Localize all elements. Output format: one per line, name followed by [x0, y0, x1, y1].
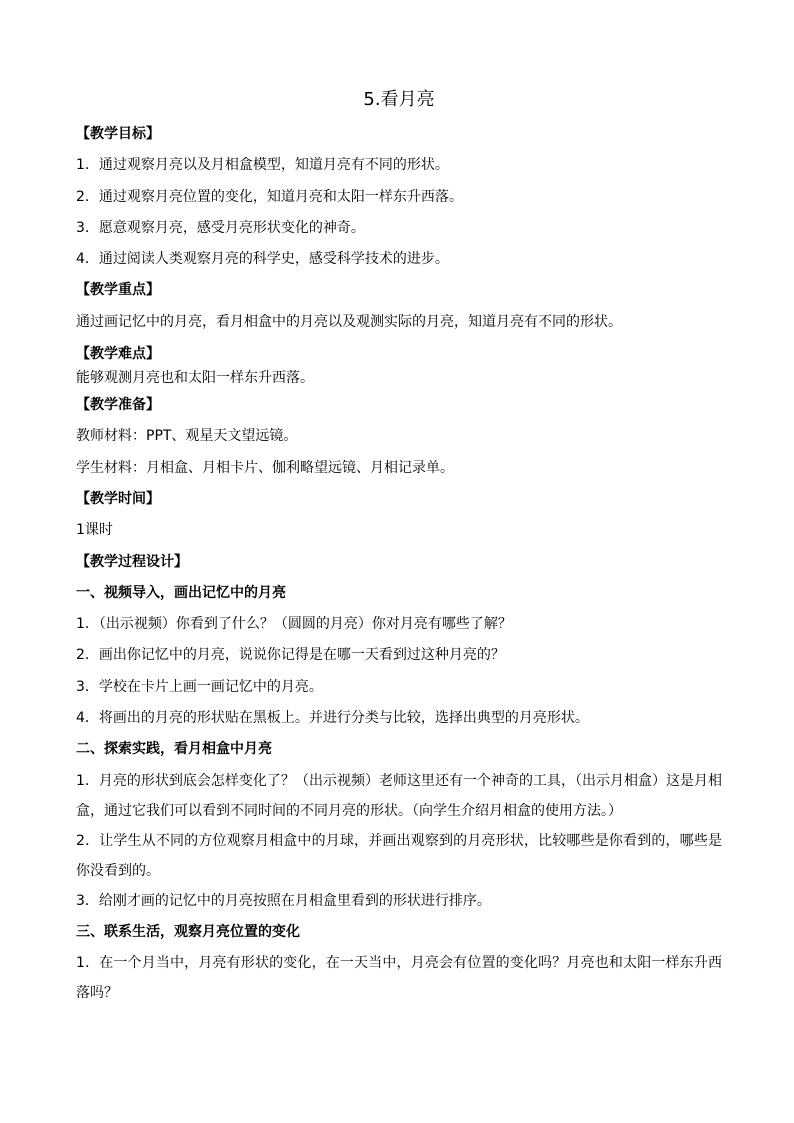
section2-item: 1．月亮的形状到底会怎样变化了？（出示视频）老师这里还有一个神奇的工具，（出示月相盒）这是月相盒，通过它我们可以看到不同时间的不同月亮的形状。（向学生介绍月相盒的使用方法。） — [76, 772, 722, 819]
key-points-text: 通过画记忆中的月亮，看月相盒中的月亮以及观测实际的月亮，知道月亮有不同的形状。 — [76, 313, 622, 330]
section1-item: 3．学校在卡片上画一画记忆中的月亮。 — [76, 678, 323, 695]
process-heading: 【教学过程设计】 — [76, 553, 188, 570]
preparation-student: 学生材料：月相盒、月相卡片、伽利略望远镜、月相记录单。 — [76, 459, 454, 476]
difficulty-text: 能够观测月亮也和太阳一样东升西落。 — [76, 370, 314, 387]
document-title: 5.看月亮 — [363, 89, 435, 110]
section1-item: 1．（出示视频）你看到了什么？（圆圆的月亮）你对月亮有哪些了解？ — [76, 616, 512, 633]
preparation-teacher: 教师材料：PPT、观星天文望远镜。 — [76, 428, 298, 445]
goal-item: 1．通过观察月亮以及月相盒模型，知道月亮有不同的形状。 — [76, 157, 449, 174]
section2-item: 2．让学生从不同的方位观察月相盒中的月球，并画出观察到的月亮形状，比较哪些是你看到的，哪些是你没看到的。 — [76, 832, 722, 879]
difficulty-heading: 【教学难点】 — [76, 346, 160, 363]
section1-item: 4．将画出的月亮的形状贴在黑板上。并进行分类与比较，选择出典型的月亮形状。 — [76, 710, 589, 727]
preparation-heading: 【教学准备】 — [76, 397, 160, 414]
section2-item: 3．给刚才画的记忆中的月亮按照在月相盒里看到的形状进行排序。 — [76, 892, 491, 909]
section1-heading: 一、视频导入，画出记忆中的月亮 — [76, 584, 286, 601]
goals-heading: 【教学目标】 — [76, 126, 160, 142]
time-text: 1课时 — [76, 522, 113, 539]
goal-item: 3．愿意观察月亮，感受月亮形状变化的神奇。 — [76, 219, 365, 236]
document-page — [76, 85, 722, 1008]
section1-item: 2．画出你记忆中的月亮，说说你记得是在哪一天看到过这种月亮的？ — [76, 647, 505, 664]
goal-item: 4．通过阅读人类观察月亮的科学史，感受科学技术的进步。 — [76, 251, 449, 268]
time-heading: 【教学时间】 — [76, 490, 160, 507]
section3-item: 1．在一个月当中，月亮有形状的变化，在一天当中，月亮会有位置的变化吗？月亮也和太阳一样东升西落吗？ — [76, 955, 722, 1002]
section3-heading: 三、联系生活，观察月亮位置的变化 — [76, 923, 300, 940]
goal-item: 2．通过观察月亮位置的变化，知道月亮和太阳一样东升西落。 — [76, 188, 463, 205]
section2-heading: 二、探索实践，看月相盒中月亮 — [76, 741, 272, 758]
key-points-heading: 【教学重点】 — [76, 282, 160, 299]
